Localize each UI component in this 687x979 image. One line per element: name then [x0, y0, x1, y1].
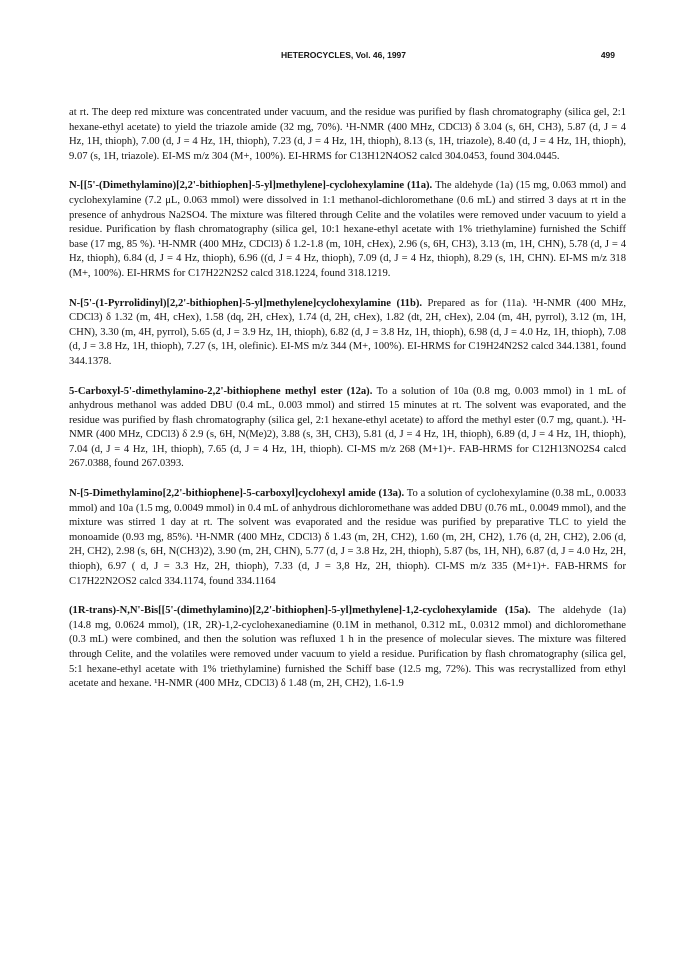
paragraph-continuation: [69, 106, 626, 164]
paragraph-text: The aldehyde (1a) (14.8 mg, 0.0624 mmol), (1R, 2R)-1,2-cyclohexanediamine (0.1M in methanol, 0.312 mL, 0.0312 mmol) and dichloromethane (0.3 mL) were combined, and then the solution was refluxed 1 h in the presence of molecular sieves. The mixture was filtered through Celite, and the volatiles were removed under vacuum to yield a residue. Purification by flash chromatography (silica gel, 5:1 hexane-ethyl acetate with 1% triethylamine) furnished the Schiff base (12.5 mg, 72%). This was recrystallized from ethyl acetate and hexane. ¹H-NMR (400 MHz, CDCl3) δ 1.48 (m, 2H, CH2), 1.6-1.9: [69, 605, 626, 690]
body-text: [69, 106, 626, 707]
compound-heading: N-[5'-(1-Pyrrolidinyl)[2,2'-bithiophen]-5-yl]methylene]cyclohexylamine (11b).: [69, 297, 423, 309]
journal-citation: HETEROCYCLES, Vol. 46, 1997: [280, 50, 407, 60]
paragraph-compound-11b: [69, 297, 626, 370]
compound-heading: N-[[5'-(Dimethylamino)[2,2'-bithiophen]-5-yl]methylene]-cyclohexylamine (11a).: [69, 180, 433, 192]
page-number: 499: [600, 50, 615, 60]
paragraph-compound-15a: [69, 604, 626, 692]
compound-heading: (1R-trans)-N,N'-Bis[[5'-(dimethylamino)[2,2'-bithiophen]-5-yl]methylene]-1,2-cyclohexylamide (15a).: [69, 605, 531, 617]
paragraph-text: To a solution of cyclohexylamine (0.38 mL, 0.0033 mmol) and 10a (1.5 mg, 0.0049 mmol) in 0.4 mL of anhydrous dichloromethane was added DBU (0.76 mL, 0.0049 mmol), and the mixture was stirred 1 day at rt. The solvent was evaporated and the residue was purified by preparative TLC to yield the monoamide (0.93 mg, 85%). ¹H-NMR (400 MHz, CDCl3) δ 1.43 (m, 2H, CH2), 1.60 (m, 2H, CH2), 1.76 (d, 2H, CH2), 2.06 (d, 2H, CH2), 2.98 (s, 6H, N(CH3)2), 3.90 (m, 2H, CHN), 5.77 (d, J = 3.8 Hz, 2H, thioph), 5.87 (bs, 1H, NH), 6.87 (d, J = 4.0 Hz, 2H, thioph), 6.97 ( d, J = 3.3 Hz, 2H, thioph), 7.33 (d, J = 3,8 Hz, 2H, thioph). CI-MS m/z 335 (M+1)+. FAB-HRMS for C17H22N2OS2 calcd 334.1174, found 334.1164: [69, 488, 626, 587]
paragraph-text: Prepared as for (11a). ¹H-NMR (400 MHz, CDCl3) δ 1.32 (m, 4H, cHex), 1.58 (dq, 2H, cHex), 1.74 (d, 2H, cHex), 1.82 (dt, 2H, cHex), 2.04 (m, 4H, pyrrol), 3.12 (m, 1H, CHN), 3.30 (m, 4H, pyrrol), 5.65 (d, J = 3.9 Hz, 1H, thioph), 6.82 (d, J = 3.8 Hz, 1H, thioph), 6.98 (d, J = 4.0 Hz, 1H, thioph), 7.08 (d, J = 3.8 Hz, 1H, thioph), 7.27 (s, 1H, olefinic). EI-MS m/z 344 (M+, 100%). EI-HRMS for C19H24N2S2 calcd 344.1381, found 344.1378.: [69, 297, 626, 367]
compound-heading: N-[5-Dimethylamino[2,2'-bithiophene]-5-carboxyl]cyclohexyl amide (13a).: [69, 488, 405, 500]
paragraph-text: To a solution of 10a (0.8 mg, 0.003 mmol) in 1 mL of anhydrous methanol was added DBU (0.4 mL, 0.003 mmol) and stirred 15 minutes at rt. The solvent was evaporated, and the residue was purified by flash chromatography (silica gel, 2:1 hexane-ethyl acetate) to afford the methyl ester (0.7 mg, quant.). ¹H-NMR (400 MHz, CDCl3) δ 2.9 (s, 6H, N(Me)2), 3.88 (s, 3H, CH3), 5.81 (d, J = 4 Hz, 1H, thioph), 6.89 (d, J = 4 Hz, 1H, thioph), 7.04 (d, J = 4 Hz, 1H, thioph), 7.65 (d, J = 4 Hz, 1H, thioph). CI-MS m/z 268 (M+1)+. FAB-HRMS for C12H13NO2S4 calcd 267.0388, found 267.0393.: [69, 385, 626, 470]
paragraph-text: The aldehyde (1a) (15 mg, 0.063 mmol) and cyclohexylamine (7.2 μL, 0.063 mmol) were dissolved in 1:1 methanol-dichloromethane (0.6 mL) and stirred 3 days at rt in the presence of anhydrous Na2SO4. The mixture was filtered through Celite and the volatiles were removed under vacuum to yield a residue. Purification by flash chromatography (silica gel, 10:1 hexane-ethyl acetate with 1% triethylamine) furnished the Schiff base (17 mg, 85 %). ¹H-NMR (400 MHz, CDCl3) δ 1.2-1.8 (m, 10H, cHex), 2.96 (s, 6H, CH3), 3.13 (m, 1H, CHN), 5.78 (d, J = 4 Hz, thioph), 6.84 (d, J = 4 Hz, thioph), 6.96 ((d, J = 4 Hz, thioph), 7.09 (d, J = 4 Hz, thioph), 8.29 (s, 1H, CHN). EI-MS m/z 318 (M+, 100%). EI-HRMS for C17H22N2S2 calcd 318.1224, found 318.1219.: [69, 180, 626, 279]
paragraph-compound-11a: [69, 179, 626, 281]
compound-heading: 5-Carboxyl-5'-dimethylamino-2,2'-bithiophene methyl ester (12a).: [69, 385, 373, 397]
paragraph-compound-12a: [69, 385, 626, 473]
running-header: [0, 50, 687, 64]
paragraph-compound-13a: [69, 487, 626, 589]
paragraph-text: at rt. The deep red mixture was concentrated under vacuum, and the residue was purified by flash chromatography (silica gel, 2:1 hexane-ethyl acetate) to yield the triazole amide (32 mg, 70%). ¹H-NMR (400 MHz, CDCl3) δ 3.04 (s, 6H, CH3), 5.87 (d, J = 4 Hz, 1H, thioph), 7.00 (d, J = 4 Hz, 1H, thioph), 7.23 (d, J = 4 Hz, 1H, thioph), 8.13 (s, 1H, triazole), 8.40 (d, J = 4 Hz, 1H, thioph), 9.07 (s, 1H, triazole). EI-MS m/z 304 (M+, 100%). EI-HRMS for C13H12N4OS2 calcd 304.0453, found 304.0445.: [69, 107, 626, 162]
